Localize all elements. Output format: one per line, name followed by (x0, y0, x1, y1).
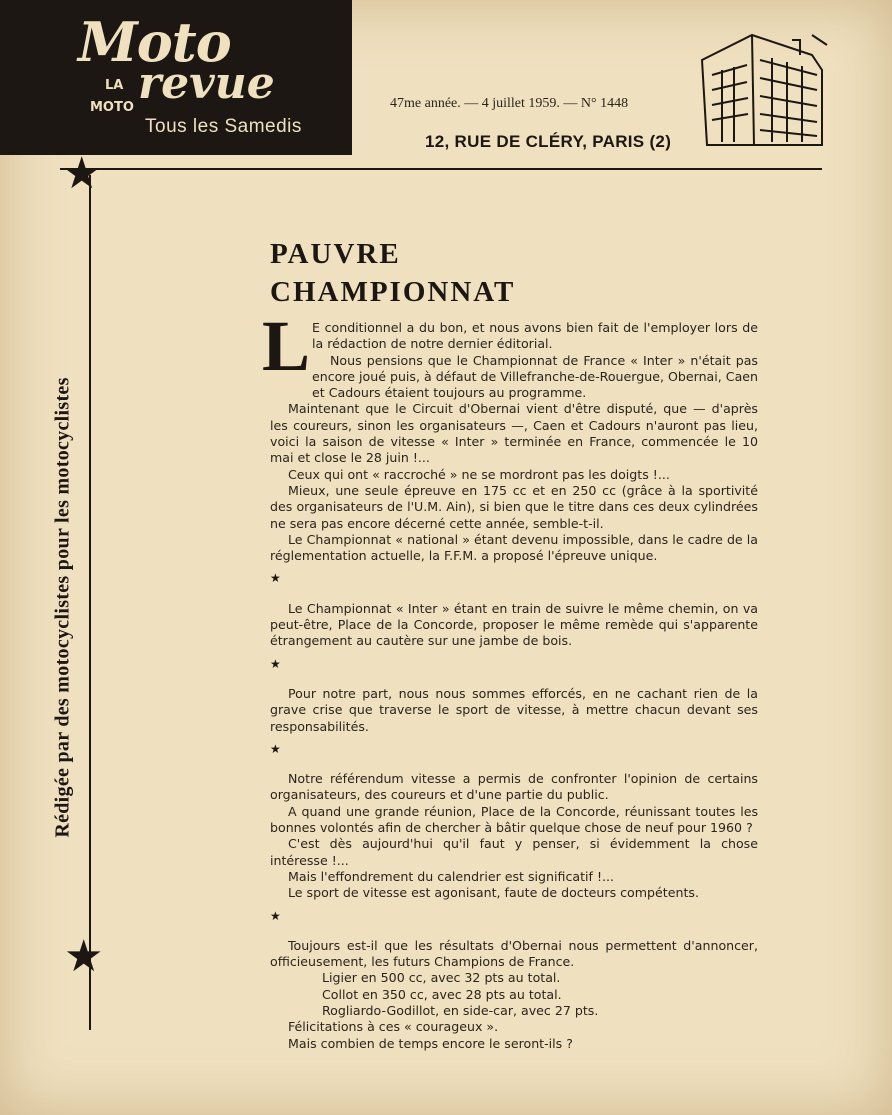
article-title (270, 235, 515, 311)
paragraph: A quand une grande réunion, Place de la Concorde, réunissant toutes les bonnes volontés afin de chercher à bâtir quelque chose de neuf pour 1960 ? (270, 803, 758, 836)
star-separator-icon: ★ (270, 571, 281, 586)
logo-la-word: LA (105, 78, 124, 93)
article-body (270, 320, 758, 1052)
paragraph: Toujours est-il que les résultats d'Obernai nous permettent d'annoncer, officieusement, les futurs Champions de France. (270, 937, 758, 970)
paragraph: Le Championnat « national » étant devenu impossible, dans le cadre de la réglementation actuelle, la F.F.M. a proposé l'épreuve unique. (270, 531, 758, 564)
title-line-1: PAUVRE (270, 238, 401, 270)
publisher-address: 12, RUE DE CLÉRY, PARIS (2) (425, 132, 672, 151)
paragraph: Mais combien de temps encore le seront-ils ? (288, 1035, 573, 1051)
logo-moto-word: Moto (78, 10, 231, 74)
masthead (0, 0, 352, 155)
issue-line: 47me année. — 4 juillet 1959. — N° 1448 (390, 96, 629, 111)
star-separator-icon: ★ (270, 908, 281, 923)
paragraph: Maintenant que le Circuit d'Obernai vient d'être disputé, que — d'après les coureurs, sinon les organisateurs —, Caen et Cadours n'auront pas lieu, voici la saison de vitesse « Inter » terminée en France, commencée le 10 mai et close le 28 juin !... (270, 401, 758, 466)
logo-revue-word: revue (138, 58, 275, 109)
paragraph: Le Championnat « Inter » étant en train de suivre le même chemin, on va peut-être, Place de la Concorde, proposer le même remède qui s'apparente étrangement au cautère sur une jambe de bois. (270, 600, 758, 649)
title-line-2: CHAMPIONNAT (270, 276, 516, 308)
star-separator-icon: ★ (270, 741, 281, 756)
paragraph: Félicitations à ces « courageux ». (288, 1019, 499, 1035)
drop-cap: L (262, 306, 311, 386)
star-ornament-icon: ★ (64, 931, 104, 982)
result-line: Ligier en 500 cc, avec 32 pts au total. (322, 970, 561, 986)
star-separator-icon: ★ (270, 656, 281, 671)
paragraph: Notre référendum vitesse a permis de confronter l'opinion de certains organisateurs, des coureurs et d'une partie du public. (270, 771, 758, 803)
logo-moto-small-word: MOTO (90, 100, 134, 115)
star-ornament-icon: ★ (62, 148, 102, 199)
paragraph: Pour notre part, nous nous sommes efforcés, en ne cachant rien de la grave crise que traverse le sport de vitesse, à mettre chacun devant ses responsabilités. (270, 685, 758, 734)
paragraph: C'est dès aujourd'hui qu'il faut y penser, si évidemment la chose intéresse !... (270, 836, 758, 868)
sidebar-slogan: Rédigée par des motocyclistes pour les motocyclistes (51, 377, 74, 838)
result-line: Rogliardo-Godillot, en side-car, avec 27 pts. (322, 1002, 599, 1018)
top-rule (60, 168, 822, 170)
paragraph: Ceux qui ont « raccroché » ne se mordront pas les doigts !... (288, 466, 670, 482)
paragraph: Mais l'effondrement du calendrier est significatif !... (288, 868, 615, 884)
left-rule (89, 175, 91, 1030)
paragraph: Le sport de vitesse est agonisant, faute de docteurs compétents. (288, 885, 699, 901)
building-illustration-icon (692, 30, 842, 150)
paragraph: Mieux, une seule épreuve en 175 cc et en 250 cc (grâce à la sportivité des organisateurs de l'U.M. Ain), si bien que le titre dans ces deux cylindrées ne sera pas encore décerné cette année, semble-t-il. (270, 482, 758, 531)
paragraph: E conditionnel a du bon, et nous avons bien fait de l'employer lors de la rédaction de notre dernier éditorial. (312, 320, 758, 352)
result-line: Collot en 350 cc, avec 28 pts au total. (322, 986, 562, 1002)
paragraph: Nous pensions que le Championnat de France « Inter » n'était pas encore joué puis, à défaut de Villefranche-de-Rouergue, Obernai, Caen et Cadours étaient toujours au programme. (312, 352, 759, 401)
masthead-tagline: Tous les Samedis (145, 116, 302, 137)
